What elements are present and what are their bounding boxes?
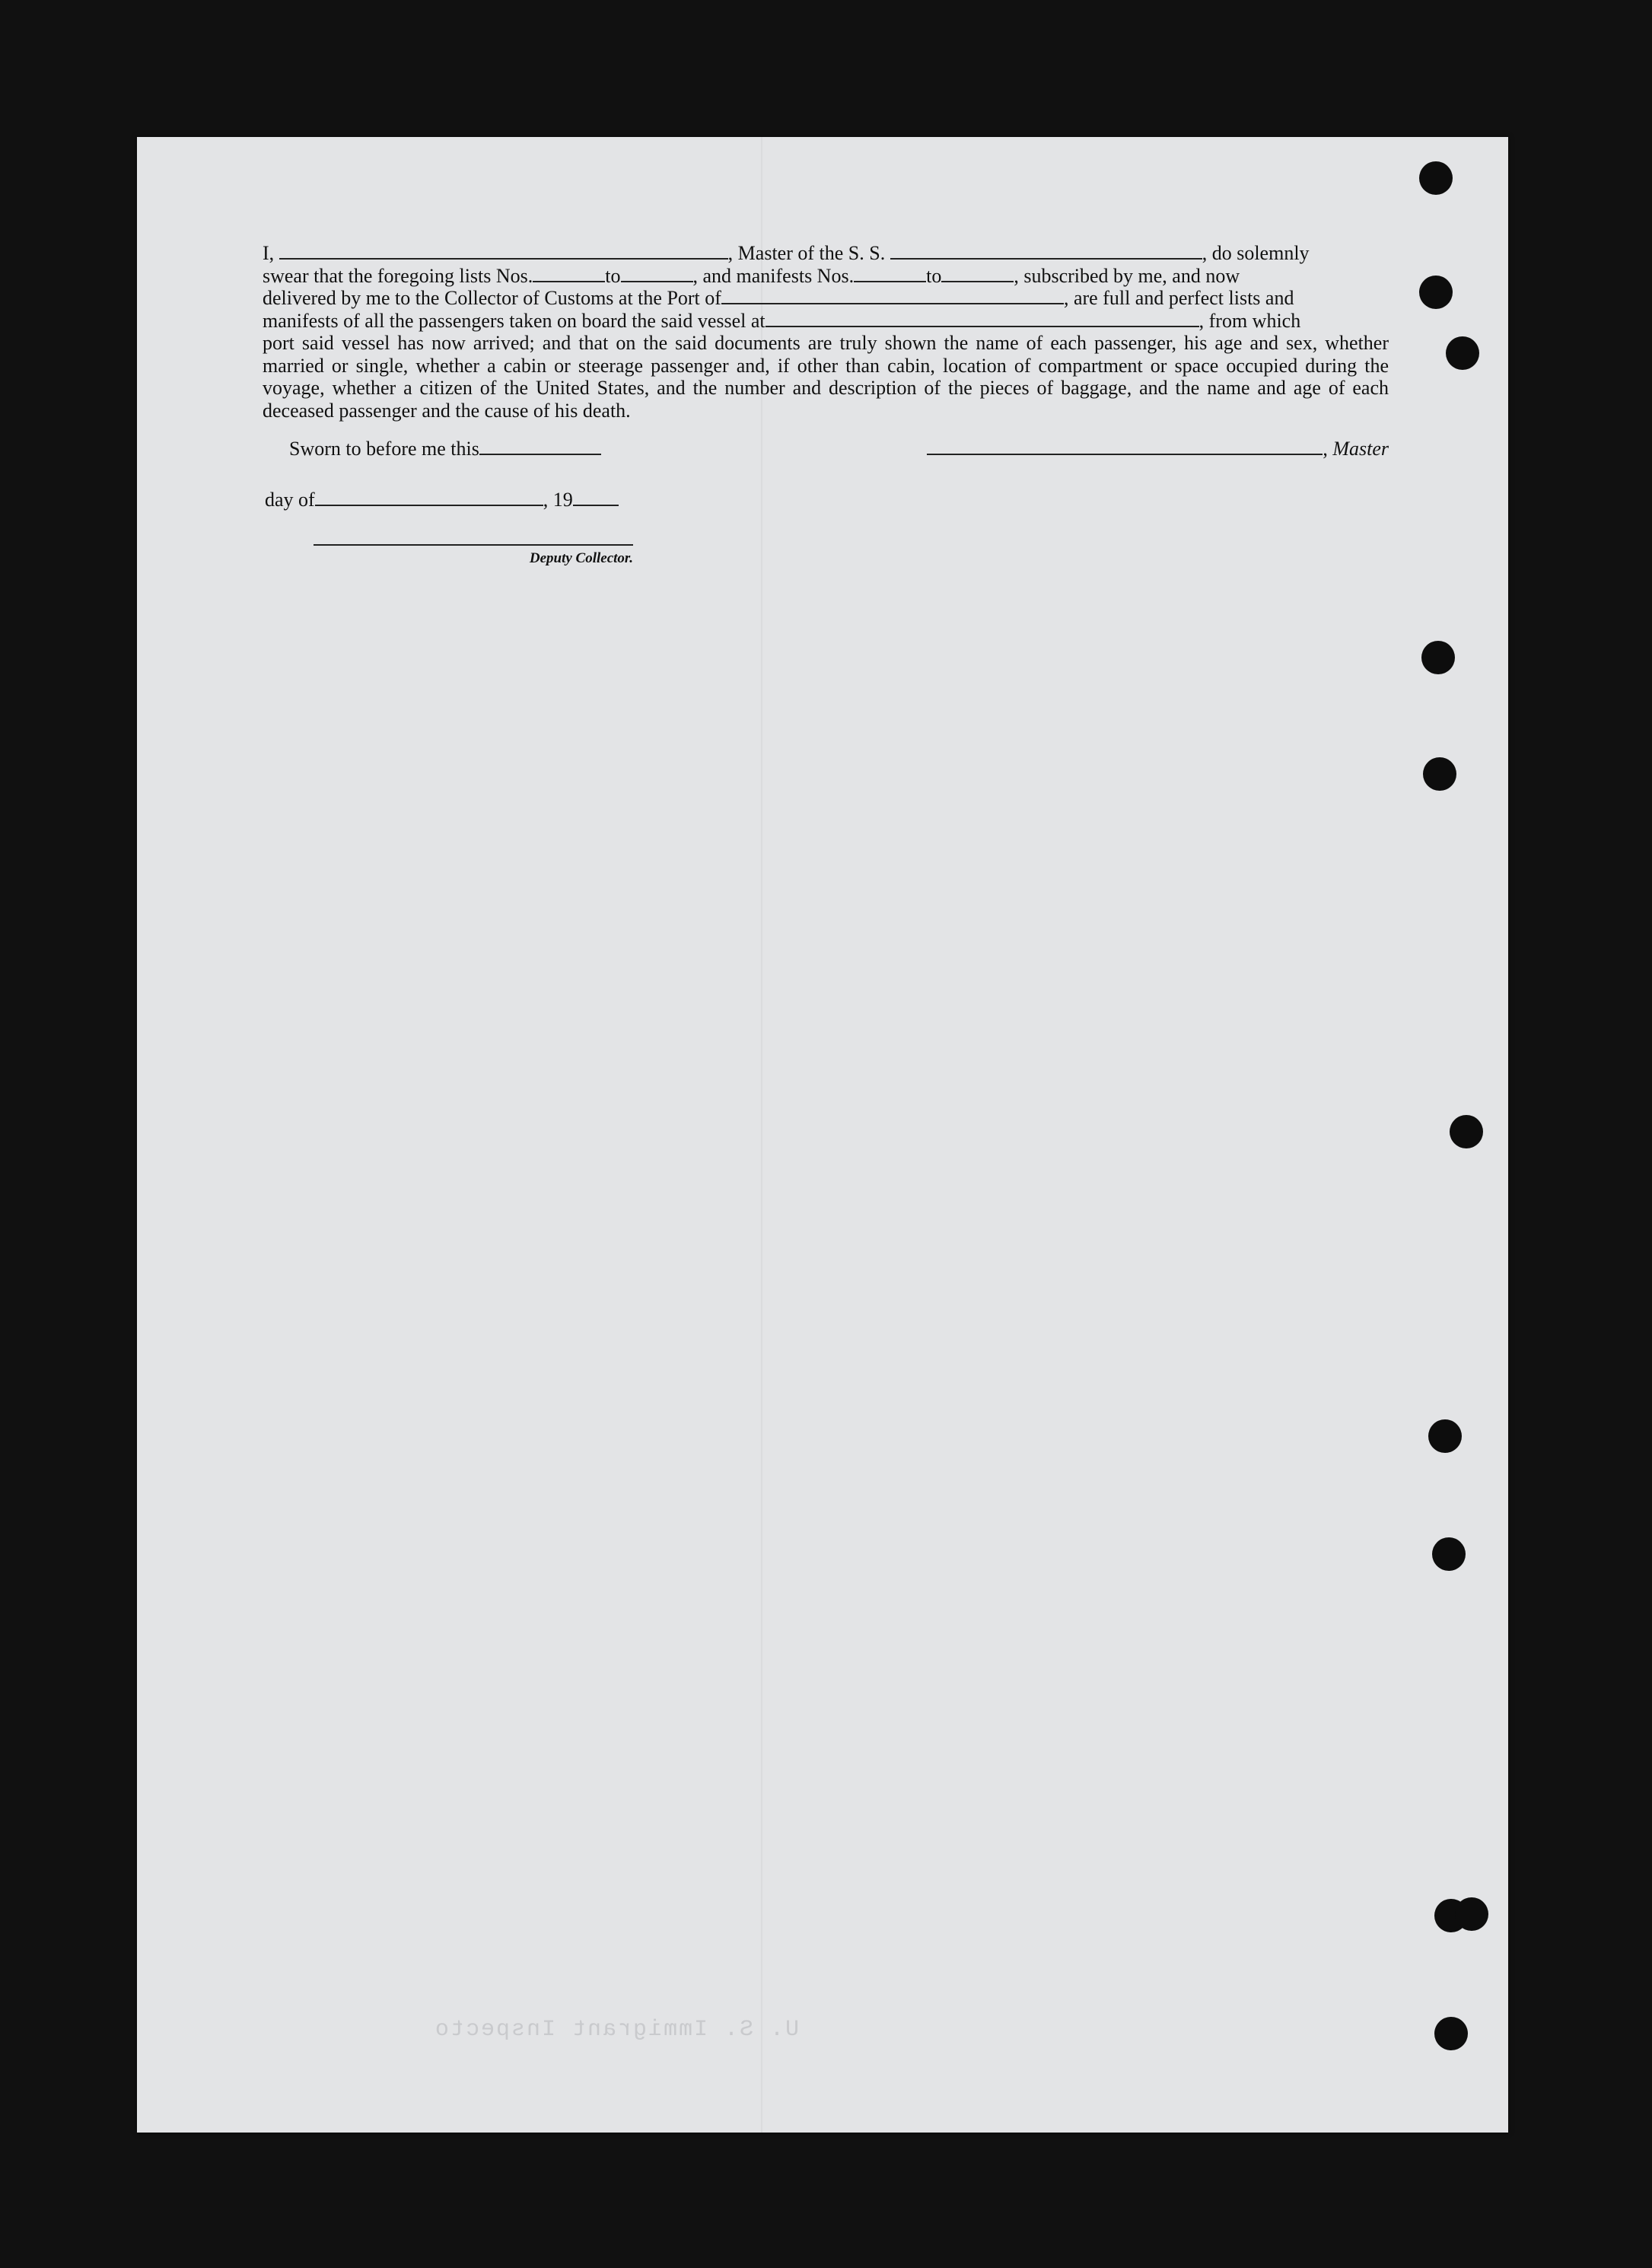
do-solemnly-label: , do solemnly — [1202, 242, 1310, 264]
punch-hole — [1421, 641, 1455, 674]
sworn-label: Sworn to before me this — [289, 438, 479, 460]
manifests-from-blank — [854, 266, 926, 282]
port-blank — [721, 288, 1064, 304]
vessel-port-blank — [766, 311, 1199, 327]
punch-hole — [1446, 336, 1479, 370]
deputy-collector-label: Deputy Collector. — [529, 550, 633, 566]
punch-hole — [1455, 1897, 1488, 1931]
month-blank — [315, 489, 543, 506]
punch-hole — [1419, 276, 1453, 309]
document-page — [137, 137, 1508, 2133]
swear-lists-label: swear that the foregoing lists Nos. — [263, 264, 533, 287]
deputy-signature-line — [314, 543, 633, 546]
full-lists-label: , are full and perfect lists and — [1063, 287, 1294, 309]
oath-i: I, — [263, 242, 275, 264]
oath-line-2 — [263, 265, 1389, 288]
punch-hole — [1432, 1537, 1466, 1571]
day-row — [265, 489, 619, 511]
manifests-to-blank — [941, 266, 1014, 282]
to-label-2: to — [926, 264, 942, 287]
bleed-through-stamp: U. S. Immigrant Inspecto — [433, 2017, 799, 2043]
master-signature-blank — [927, 438, 1323, 455]
fold-line — [761, 137, 762, 2133]
to-label-1: to — [605, 264, 621, 287]
oath-paragraph — [263, 242, 1389, 422]
master-of-ss-label: , Master of the S. S. — [727, 242, 886, 264]
punch-hole — [1428, 1419, 1462, 1453]
ship-name-blank — [890, 243, 1202, 260]
punch-hole — [1450, 1115, 1483, 1148]
punch-hole — [1423, 757, 1456, 791]
deputy-collector-signature — [314, 543, 633, 567]
oath-line-1 — [263, 242, 1389, 265]
punch-hole — [1419, 161, 1453, 195]
punch-hole — [1434, 2017, 1468, 2050]
oath-line-4 — [263, 310, 1389, 333]
year-blank — [573, 489, 619, 506]
master-label: Master — [1332, 438, 1389, 460]
year-prefix-label: , 19 — [543, 489, 573, 511]
master-signature-block: , Master — [927, 438, 1389, 460]
oath-line-3 — [263, 287, 1389, 310]
subscribed-label: , subscribed by me, and now — [1014, 264, 1240, 287]
oath-body: port said vessel has now arrived; and that on the said documents are truly shown the name of each passenger, his age and sex, whether married or single, whether a cabin or steerage passenger and, if other than cabin, location of compartment or space occupied during the voyage, whether a citizen of the United States, and the number and description of the pieces of baggage, and the name and age of each deceased passenger and the cause of his death. — [263, 332, 1389, 422]
lists-from-blank — [533, 266, 605, 282]
sworn-block — [289, 438, 601, 460]
manifests-all-label: manifests of all the passengers taken on board the said vessel at — [263, 309, 766, 332]
manifests-label: , and manifests Nos. — [692, 264, 855, 287]
lists-to-blank — [621, 266, 693, 282]
sworn-day-blank — [479, 438, 601, 455]
delivered-label: delivered by me to the Collector of Customs at the Port of — [263, 287, 721, 309]
day-of-label: day of — [265, 489, 315, 511]
master-name-blank — [279, 243, 728, 260]
from-which-label: , from which — [1198, 309, 1301, 332]
